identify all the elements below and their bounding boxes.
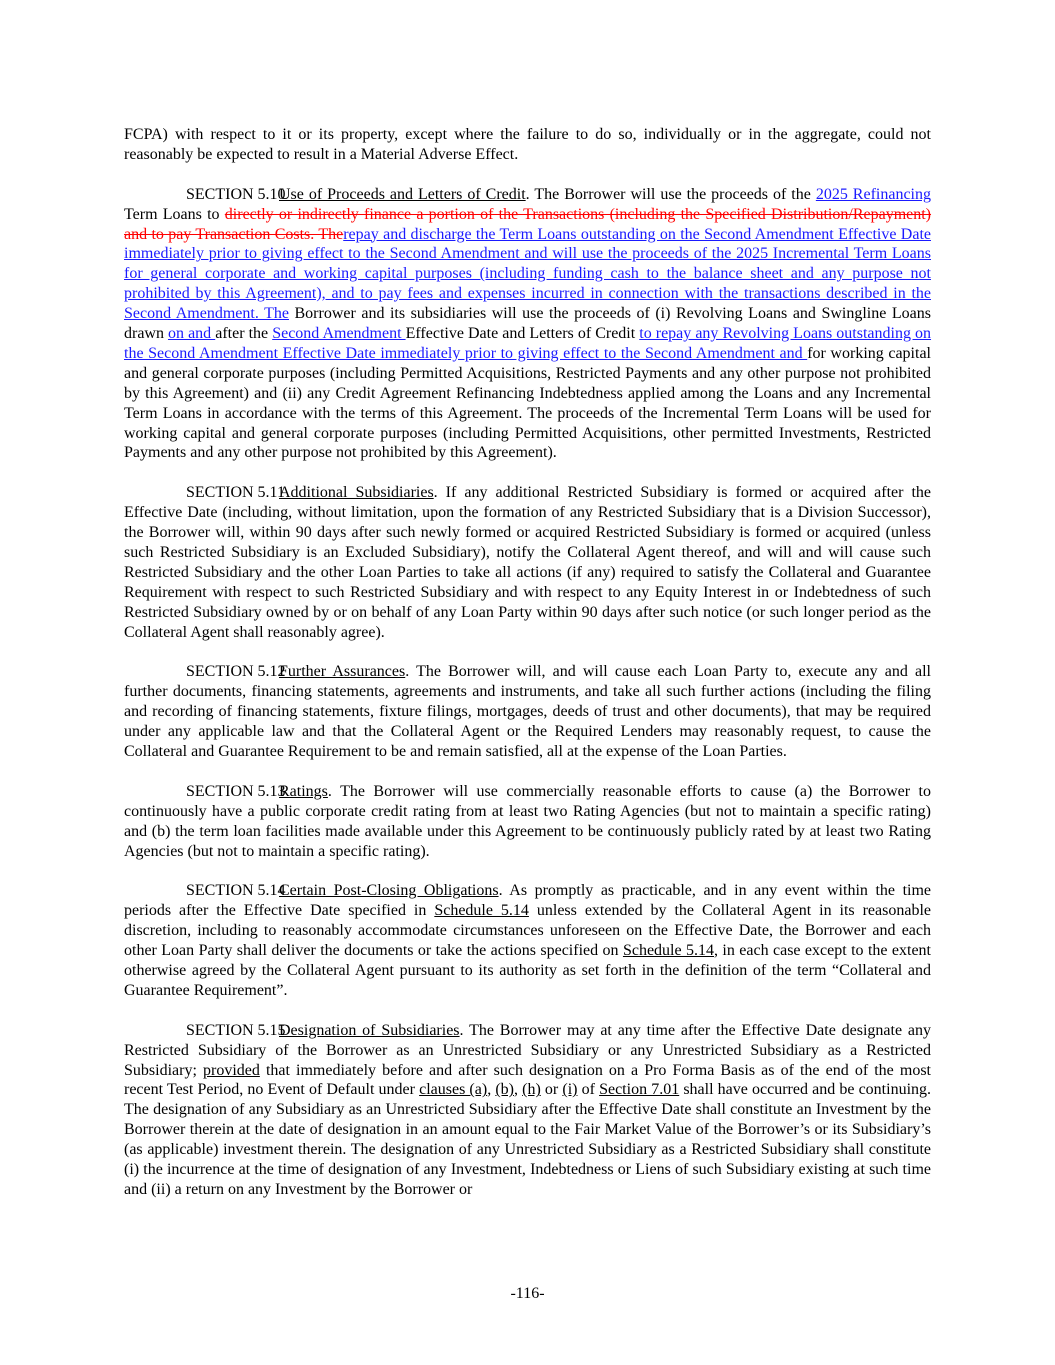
section-title: Additional Subsidiaries [279, 484, 434, 502]
section-text: Term Loans to [124, 205, 225, 223]
separator: , [487, 1081, 496, 1099]
section-number: SECTION 5.15 [186, 1021, 286, 1039]
section-text: . As promptly as practicable, and in any event within the time periods after the Effective Date specified in [124, 882, 931, 920]
clause-reference: (b) [495, 1081, 514, 1099]
section-5-13 [124, 782, 931, 862]
inserted-text: repay and discharge the Term Loans outstanding on the Second Amendment Effective Date immediately prior to giving effect to the Second Amendment and will use the proceeds of the 2025 Incremental Term Loans for general corporate and working capital purposes (including funding cash to the balance sheet and any purpose not prohibited by this Agreement), and to pay fees and expenses incurred in connection with the transactions described in the Second Amendment. The [124, 225, 931, 323]
section-text: . The Borrower will, and will cause each Loan Party to, execute any and all further documents, financing statements, agreements and instruments, and take all such further actions (including the filing and recording of financing statements, fixture filings, mortgages, deeds of trust and other documents), that may be required under any applicable law and that the Collateral Agent or the Required Lenders may reasonably request, to cause the Collateral and Guarantee Requirement to be and remain satisfied, all at the expense of the Loan Parties. [124, 663, 931, 761]
inserted-text: to repay any Revolving Loans outstanding on the Second Amendment Effective Date immediately prior to giving effect to the Second Amendment and [124, 325, 932, 362]
provided-term: provided [202, 1061, 260, 1079]
section-text: unless extended by the Collateral Agent in its reasonable discretion, including to reasonably accommodate circumstances unforeseen on the Effective Date, the Borrower and each other Loan Party shall deliver the documents or take the actions specified on [124, 902, 932, 960]
clause-reference: clauses (a) [419, 1081, 488, 1099]
separator: , [513, 1081, 523, 1099]
section-text: shall have occurred and be continuing. The designation of any Subsidiary as an Unrestricted Subsidiary after the Effective Date shall constitute an Investment by the Borrower therein at the date of designation in an amount equal to the Fair Market Value of the Borrower’s or its Subsidiary’s (as applicable) investment therein. The designation of any Unrestricted Subsidiary as a Restricted Subsidiary shall constitute (i) the incurrence at the time of designation of any Investment, Indebtedness or Liens of such Subsidiary existing at such time and (ii) a return on any Investment by the Borrower or [124, 1081, 932, 1198]
section-title: Designation of Subsidiaries [279, 1021, 460, 1039]
separator: of [577, 1081, 600, 1099]
intro-text: FCPA) with respect to it or its property, except where the failure to do so, individually or in the aggregate, could not reasonably be expected to result in a Material Adverse Effect. [124, 126, 931, 163]
section-text: . If any additional Restricted Subsidiary is formed or acquired after the Effective Date (including, without limitation, upon the formation of any Restricted Subsidiary that is a Division Successor), the Borrower will, within 90 days after such newly formed or acquired Restricted Subsidiary is formed or acquired (unless such Restricted Subsidiary is an Excluded Subsidiary), notify the Collateral Agent thereof, and will and will cause such Restricted Subsidiary and the other Loan Parties to take all actions (if any) required to satisfy the Collateral and Guarantee Requirement with respect to such Restricted Subsidiary and with respect to any Equity Interest in or Indebtedness of such Restricted Subsidiary owned by or on behalf of any Loan Party within 90 days after such notice (or such longer period as the Collateral Agent shall reasonably agree). [124, 484, 932, 641]
section-number: SECTION 5.14 [186, 882, 286, 900]
section-5-15 [124, 1021, 931, 1200]
document-body [124, 125, 931, 1220]
section-text: for working capital and general corporate purposes (including Permitted Acquisitions, Restricted Payments and any other purpose not prohibited by this Agreement) and (ii) any Credit Agreement Refinancing Indebtedness applied among the Loans and any Incremental Term Loans in accordance with the terms of this Agreement. The proceeds of the Incremental Term Loans will be used for working capital and general corporate purposes (including Permitted Acquisitions, other permitted Investments, Restricted Payments and any other purpose not prohibited by this Agreement). [124, 344, 931, 462]
section-text: after the [215, 325, 273, 343]
inserted-text: on and [168, 325, 216, 343]
section-text: . The Borrower will use commercially reasonable efforts to cause (a) the Borrower to continuously have a public corporate credit rating from at least two Rating Agencies (but not to maintain a specific rating) and (b) the term loan facilities made available under this Agreement to be continuously publicly rated by at least two Rating Agencies (but not to maintain a specific rating). [124, 782, 931, 860]
section-title: Use of Proceeds and Letters of Credit [279, 185, 526, 203]
inserted-text: Second Amendment [272, 325, 406, 343]
page-number: -116- [510, 1285, 545, 1302]
section-title: Further Assurances [279, 663, 406, 681]
section-5-11 [124, 483, 931, 642]
inserted-text: 2025 Refinancing [815, 185, 931, 203]
section-reference: Section 7.01 [599, 1081, 680, 1099]
section-number: SECTION 5.12 [186, 663, 286, 681]
section-text: . The Borrower will use the proceeds of the [525, 185, 816, 203]
deleted-text: directly or indirectly finance a portion of the Transactions (including the Specified Distribution/Repayment) and to pay Transaction Costs. The [124, 205, 932, 243]
clause-reference: (h) [522, 1081, 541, 1099]
schedule-reference: Schedule 5.14 [622, 942, 715, 960]
section-text: Borrower and its subsidiaries will use the proceeds of (i) Revolving Loans and Swingline Loans drawn [124, 305, 931, 343]
section-5-10 [124, 185, 931, 464]
separator: or [540, 1081, 563, 1099]
section-title: Ratings [279, 782, 328, 800]
section-5-12 [124, 662, 931, 762]
intro-paragraph [124, 125, 931, 165]
section-5-14 [124, 881, 931, 1000]
section-text: that immediately before and after such designation on a Pro Forma Basis as of the end of the most recent Test Period, no Event of Default under [124, 1061, 931, 1099]
section-number: SECTION 5.13 [186, 782, 286, 800]
section-number: SECTION 5.10 [186, 185, 286, 203]
section-text: . The Borrower may at any time after the Effective Date designate any Restricted Subsidiary of the Borrower as an Unrestricted Subsidiary or any Unrestricted Subsidiary as a Restricted Subsidiary; [124, 1021, 931, 1079]
section-text: Effective Date and Letters of Credit [405, 325, 640, 343]
section-number: SECTION 5.11 [186, 484, 285, 502]
section-title: Certain Post-Closing Obligations [279, 882, 499, 900]
section-text: , in each case except to the extent otherwise agreed by the Collateral Agent pursuant to its authority as set forth in the definition of the term “Collateral and Guarantee Requirement”. [124, 942, 931, 999]
schedule-reference: Schedule 5.14 [434, 902, 529, 920]
clause-reference: (i) [562, 1081, 578, 1099]
